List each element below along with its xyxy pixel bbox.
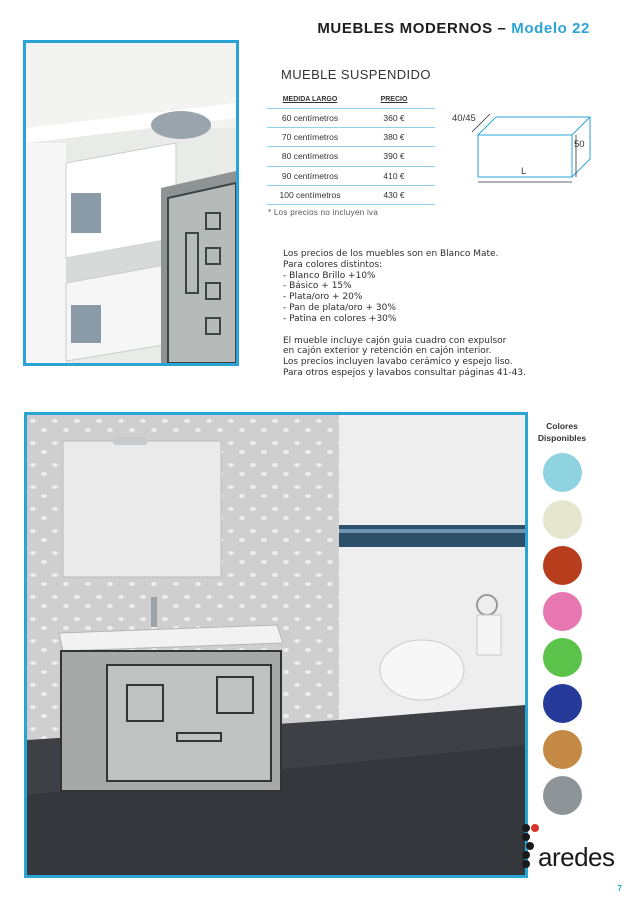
column-header-price: PRECIO — [353, 92, 435, 108]
description-line: Para colores distintos: — [283, 259, 383, 270]
description-line: Los precios de los muebles son en Blanco Mate. — [283, 249, 499, 259]
dimension-diagram — [446, 108, 596, 188]
height-label: 50 — [574, 139, 585, 150]
color-swatch-navy — [543, 684, 582, 723]
row-length: 60 centímetros — [267, 108, 353, 127]
description-line: El mueble incluye cajón guia cuadro con expulsor — [283, 335, 507, 346]
row-price: 410 € — [353, 166, 435, 185]
product-title: MUEBLE SUSPENDIDO — [281, 67, 431, 82]
page-number: 7 — [617, 884, 622, 893]
color-swatch-cream — [543, 500, 582, 539]
table-row — [267, 186, 435, 205]
table-header-row — [267, 92, 435, 108]
row-price: 380 € — [353, 127, 435, 146]
color-swatch-light-blue — [543, 453, 582, 492]
brand-name: aredes — [538, 842, 615, 872]
row-length: 80 centímetros — [267, 147, 353, 166]
color-swatch-rust — [543, 546, 582, 585]
column-header-length: MEDIDA LARGO — [267, 92, 353, 108]
table-row — [267, 127, 435, 146]
table-row — [267, 108, 435, 127]
vat-note: * Los precios no incluyen iva — [268, 208, 379, 217]
color-swatch-green — [543, 638, 582, 677]
row-price: 390 € — [353, 147, 435, 166]
description-line: - Plata/oro + 20% — [283, 292, 363, 303]
description-line: - Básico + 15% — [283, 281, 352, 292]
table-row — [267, 166, 435, 185]
color-swatch-pink — [543, 592, 582, 631]
row-price: 430 € — [353, 186, 435, 205]
page-title — [317, 20, 590, 37]
color-swatch-bronze — [543, 730, 582, 769]
description-line: - Patina en colores +30% — [283, 313, 397, 324]
colors-title: Colores Disponibles — [537, 421, 587, 443]
price-description — [283, 249, 583, 379]
description-line: Para otros espejos y lavabos consultar páginas 41-43. — [283, 367, 526, 378]
bathroom-scene-photo — [24, 412, 528, 878]
page-title-main: MUEBLES MODERNOS – — [317, 20, 507, 37]
description-line: Los precios incluyen lavabo cerámico y espejo liso. — [283, 357, 513, 368]
page-title-model: Modelo 22 — [511, 20, 590, 37]
row-price: 360 € — [353, 108, 435, 127]
description-line: - Pan de plata/oro + 30% — [283, 302, 396, 313]
price-table — [267, 92, 435, 205]
length-label: L — [521, 166, 527, 177]
drawer-detail-photo — [23, 40, 239, 366]
depth-label: 40/45 — [452, 113, 476, 124]
table-row — [267, 147, 435, 166]
row-length: 100 centímetros — [267, 186, 353, 205]
description-line: en cajón exterior y retención en cajón interior. — [283, 346, 492, 357]
row-length: 90 centímetros — [267, 166, 353, 185]
description-line: - Blanco Brillo +10% — [283, 270, 376, 281]
color-swatch-grey — [543, 776, 582, 815]
row-length: 70 centímetros — [267, 127, 353, 146]
